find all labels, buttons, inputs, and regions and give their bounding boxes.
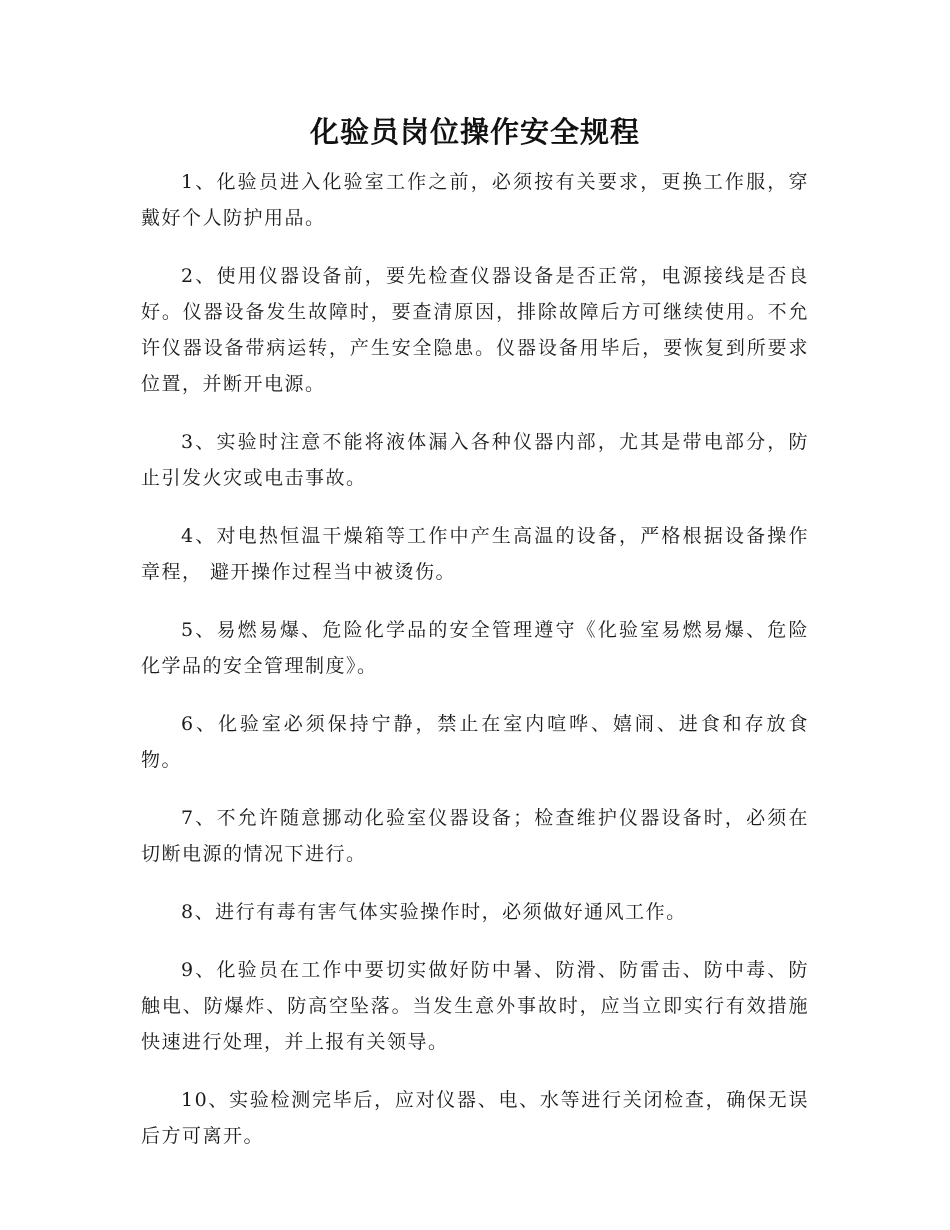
paragraph-6: 6、化验室必须保持宁静，禁止在室内喧哗、嬉闹、进食和存放食物。 — [141, 713, 809, 771]
paragraph-3: 3、实验时注意不能将液体漏入各种仪器内部，尤其是带电部分，防止引发火灾或电击事故。 — [141, 431, 809, 489]
paragraph-9: 9、化验员在工作中要切实做好防中暑、防滑、防雷击、防中毒、防触电、防爆炸、防高空坠落。当发生意外事故时，应当立即实行有效措施快速进行处理，并上报有关领导。 — [141, 959, 809, 1053]
document-body — [141, 164, 809, 1176]
paragraph-2: 2、使用仪器设备前，要先检查仪器设备是否正常，电源接线是否良好。仪器设备发生故障时，要查清原因，排除故障后方可继续使用。不允许仪器设备带病运转，产生安全隐患。仪器设备用毕后，要恢复到所要求位置，并断开电源。 — [141, 265, 809, 395]
paragraph-10: 10、实验检测完毕后，应对仪器、电、水等进行关闭检查，确保无误后方可离开。 — [141, 1089, 809, 1147]
paragraph-5: 5、易燃易爆、危险化学品的安全管理遵守《化验室易燃易爆、危险化学品的安全管理制度》。 — [141, 619, 809, 677]
paragraph-4: 4、对电热恒温干燥箱等工作中产生高温的设备，严格根据设备操作章程， 避开操作过程当中被烫伤。 — [141, 525, 809, 583]
paragraph-8: 8、进行有毒有害气体实验操作时，必须做好通风工作。 — [181, 901, 687, 923]
document-title: 化验员岗位操作安全规程 — [309, 115, 640, 149]
paragraph-1: 1、化验员进入化验室工作之前，必须按有关要求，更换工作服，穿戴好个人防护用品。 — [141, 171, 809, 229]
paragraph-7: 7、不允许随意挪动化验室仪器设备；检查维护仪器设备时，必须在切断电源的情况下进行。 — [141, 807, 809, 865]
